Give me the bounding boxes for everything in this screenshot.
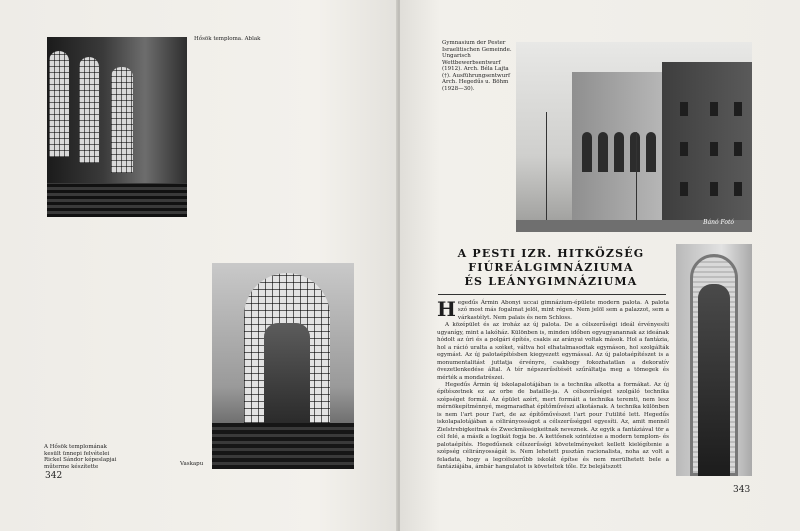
stained-window <box>49 51 69 157</box>
pews <box>47 183 187 217</box>
left-page <box>0 0 398 531</box>
floor <box>212 423 354 469</box>
headline-rule <box>438 294 666 295</box>
window <box>710 142 718 156</box>
stained-window <box>111 67 133 173</box>
arch <box>646 132 656 172</box>
paragraph-3: Hegedűs Ármin új iskolapalotájában is a technika alkotta a formákat. Az új építészetnek ez az orbe de bataille-ja. A célszerűséget szolgáló technika szépséget formál. Az épület azért, mert formáit a technika teremti, nem lesz mérnökepítménnyé, megmaradhat építőművészi alkotásnak. A technika különben is nem l'art pour l'art, de az építőművészet l'art pour l'utilité lett. Hegedűs iskolapalotájában a célirányosságot a célszerűséggel egyesíti. Az, amit mennél Zielstrebigkeitnak és Zweckmässigkeitnak neveznek. Az egyik a fantáziával tör a cél felé, a másik a logikát fogja be. A kettősnek szintézise a modern templom- és palotaépítés. Hegedűsnek célszerűségi követelményeket kellett kielégítenie a szépség célirányosságát is. Nem lehetett pusztán racionalista, noha az volt a feladata, hogy a legcélszerűbb iskolát építse és nem merülhetett bele a fantáziájába, ámbár hangulatot is követeltek tőle. Ez belejátszott <box>437 381 669 470</box>
caption-ark: A Hősök templomának kesült ünnepi felvételei Rickel Sándor képeslapjai műterme készítette <box>44 444 117 470</box>
caption-church: Hősök temploma. Ablak <box>194 36 261 42</box>
arch <box>614 132 624 172</box>
caption-vaskapu: Vaskapu <box>180 461 204 467</box>
doorway-photo <box>676 244 752 476</box>
window <box>710 182 718 196</box>
headline-line-3: ÉS LEÁNYGIMNÁZIUMA <box>464 275 638 288</box>
article-body <box>437 297 669 471</box>
headline-line-1: A PESTI IZR. HITKÖZSÉG <box>457 247 645 260</box>
window <box>734 102 742 116</box>
building-wing <box>662 62 752 224</box>
arch <box>582 132 592 172</box>
dropcap: H <box>437 297 456 321</box>
ark-photo <box>212 263 354 469</box>
stained-window <box>79 57 99 163</box>
page-number-left: 342 <box>45 471 63 481</box>
window <box>710 102 718 116</box>
window <box>680 182 688 196</box>
arch <box>598 132 608 172</box>
tree <box>636 132 637 222</box>
article-headline <box>436 247 666 289</box>
tree <box>546 112 547 222</box>
window <box>734 142 742 156</box>
paragraph-1: egedűs Ármin Abonyi uccai gimnázium-épülete modern palota. A palota szó most más fogalmat jelöl, mint régen. Nem jelöl sem a palazzot, sem a várkastélyt. Nem palais és nem Schloss. <box>457 300 669 321</box>
page-number-right: 343 <box>733 485 751 495</box>
headline-line-2: FIÚREÁLGIMNÁZIUMA <box>468 261 634 274</box>
altar <box>264 323 310 423</box>
gymnasium-photo <box>516 42 752 232</box>
building-main <box>572 72 662 222</box>
window <box>680 102 688 116</box>
arch <box>630 132 640 172</box>
door <box>698 284 730 476</box>
church-window-photo <box>47 37 187 217</box>
window <box>734 182 742 196</box>
photo-credit: Bánó Fotó <box>703 219 734 226</box>
window <box>680 142 688 156</box>
caption-gymnasium: Gymnasium der Pester Israelitischen Gemeinde. Ungarisch Wettbewerbsentwurf (1912). Arch. Béla Lajta (†). Ausführungsentwurf Arch. Hegedűs u. Böhm (1928—30). <box>442 40 512 92</box>
paragraph-2: A középület és az iroház az új palota. De a célszerűségi ideál érvényesíti ugyanígy, mint a lakóház. Különben is, minden időben egyugyanannak az ideának hódolt az úri és a polgári építés, csakis az arányai voltak mások. Hol a fantázia, hol a ráció uralta a széket, váltva hol elhatalmasodtak egymáson, hol szolgálták egymást. Az új palotaépítésben kiegyezett egymással. Az új palotaépítészet is a monumentalitást juttatja érvényre, csakhogy fokozhatatlan a dekoratív övezetlenkedése által. A tér népszerűsítését szűráltatja meg a tömegek és mérték a mondatrészei. <box>437 322 669 381</box>
